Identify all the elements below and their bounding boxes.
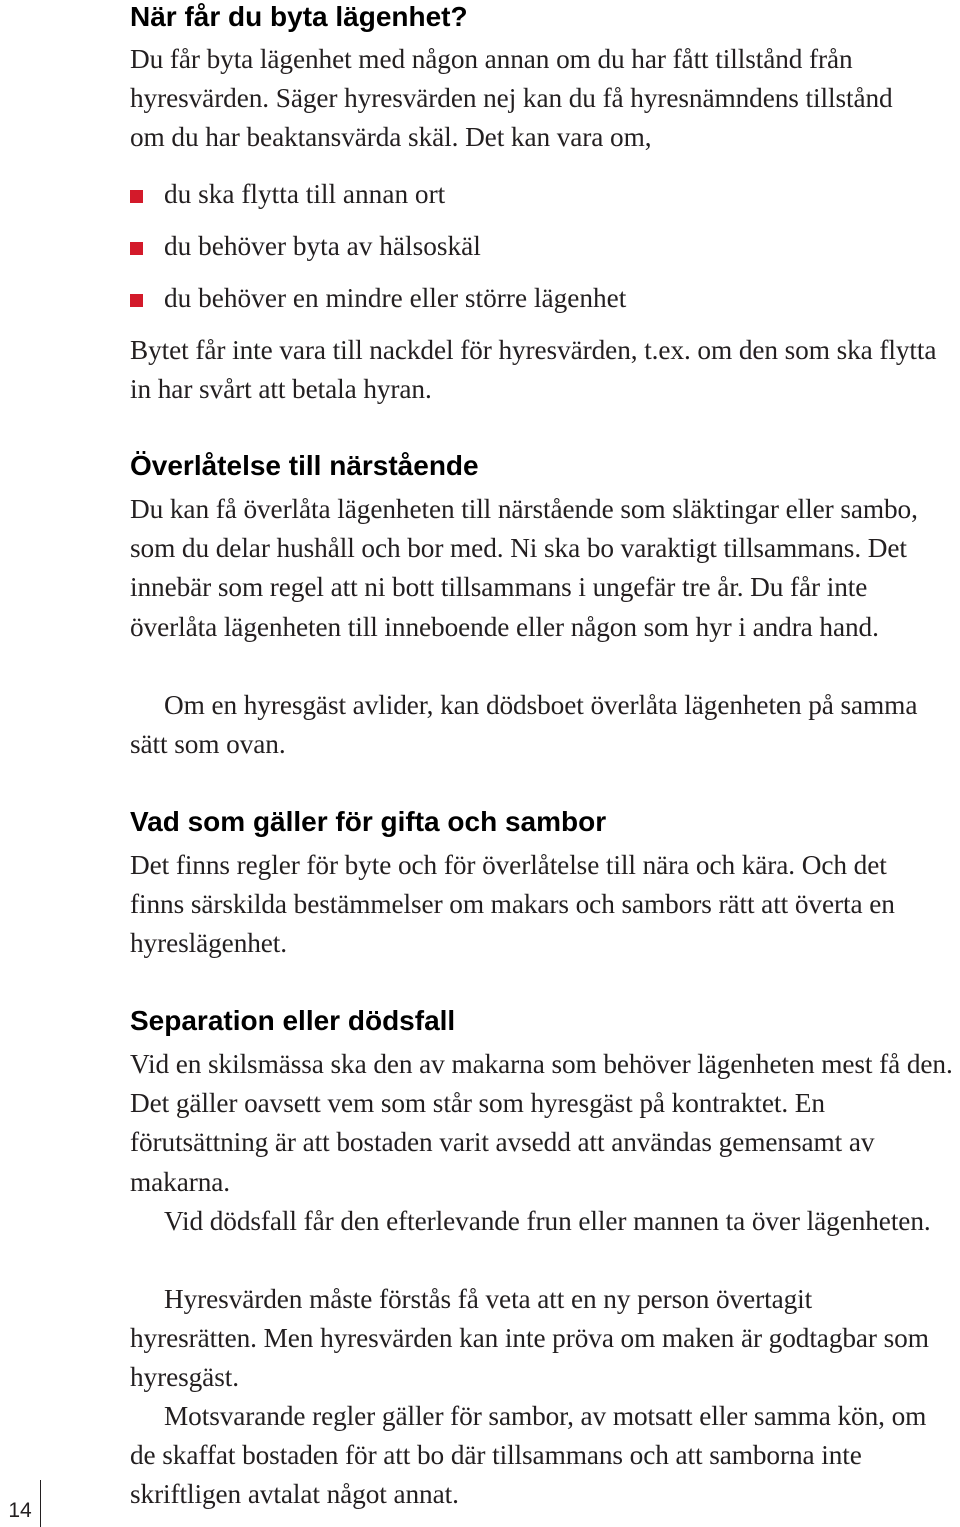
- list-item-text: du behöver byta av hälsoskäl: [164, 231, 481, 262]
- heading-byta-lagenhet: När får du byta lägenhet?: [130, 1, 468, 32]
- bullet-list-reasons: [130, 175, 960, 319]
- paragraph-overlatelse-2: Om en hyresgäst avlider, kan dödsboet överlåta lägenheten på samma sätt som ovan.: [130, 690, 918, 760]
- paragraph-separation-2: Vid dödsfall får den efterlevande frun eller mannen ta över lägenheten.: [164, 1206, 931, 1236]
- list-item: [130, 227, 960, 266]
- paragraph-byta-intro: Du får byta lägenhet med någon annan om du har fått tillstånd från hyresvärden. Säger hyresvärden nej kan du få hyresnämndens tillstånd om du har beaktansvärda skäl. Det kan vara om,: [130, 44, 893, 153]
- list-item-text: du behöver en mindre eller större lägenhet: [164, 283, 627, 314]
- page-number-rule: [40, 1480, 41, 1527]
- bullet-square-icon: [130, 190, 143, 203]
- bullet-square-icon: [130, 294, 143, 307]
- paragraph-byta-outro: Bytet får inte vara till nackdel för hyresvärden, t.ex. om den som ska flytta in har svårt att betala hyran.: [130, 335, 937, 405]
- heading-overlatelse: Överlåtelse till närstående: [130, 450, 479, 481]
- heading-separation: Separation eller dödsfall: [130, 1005, 456, 1036]
- list-item-text: du ska flytta till annan ort: [164, 179, 446, 209]
- paragraph-separation-4: Motsvarande regler gäller för sambor, av motsatt eller samma kön, om de skaffat bostaden för att bo där tillsammans och att samborna inte skriftligen avtalat något annat.: [130, 1401, 927, 1510]
- bullet-square-icon: [130, 242, 143, 255]
- list-item: [130, 175, 960, 214]
- list-item: [130, 279, 960, 318]
- heading-gifta-sambor: Vad som gäller för gifta och sambor: [130, 806, 607, 837]
- paragraph-gifta-sambor: Det finns regler för byte och för överlåtelse till nära och kära. Och det finns särskilda bestämmelser om makars och sambors rätt att överta en hyreslägenhet.: [130, 850, 895, 959]
- paragraph-separation-3: Hyresvärden måste förstås få veta att en ny person övertagit hyresrätten. Men hyresvärden kan inte pröva om maken är godtagbar som hyresgäst.: [130, 1284, 929, 1393]
- paragraph-separation-1: Vid en skilsmässa ska den av makarna som behöver lägenheten mest få den. Det gäller oavsett vem som står som hyresgäst på kontraktet. En förutsättning är att bostaden varit avsedd att användas gemensamt av makarna.: [130, 1049, 953, 1197]
- paragraph-overlatelse-1: Du kan få överlåta lägenheten till närstående som släktingar eller sambo, som du delar hushåll och bor med. Ni ska bo varaktigt tillsammans. Det innebär som regel att ni bott tillsammans i ungefär tre år. Du får inte överlåta lägenheten till inneboende eller någon som hyr i andra hand.: [130, 494, 918, 642]
- page-number: 14: [8, 1499, 32, 1522]
